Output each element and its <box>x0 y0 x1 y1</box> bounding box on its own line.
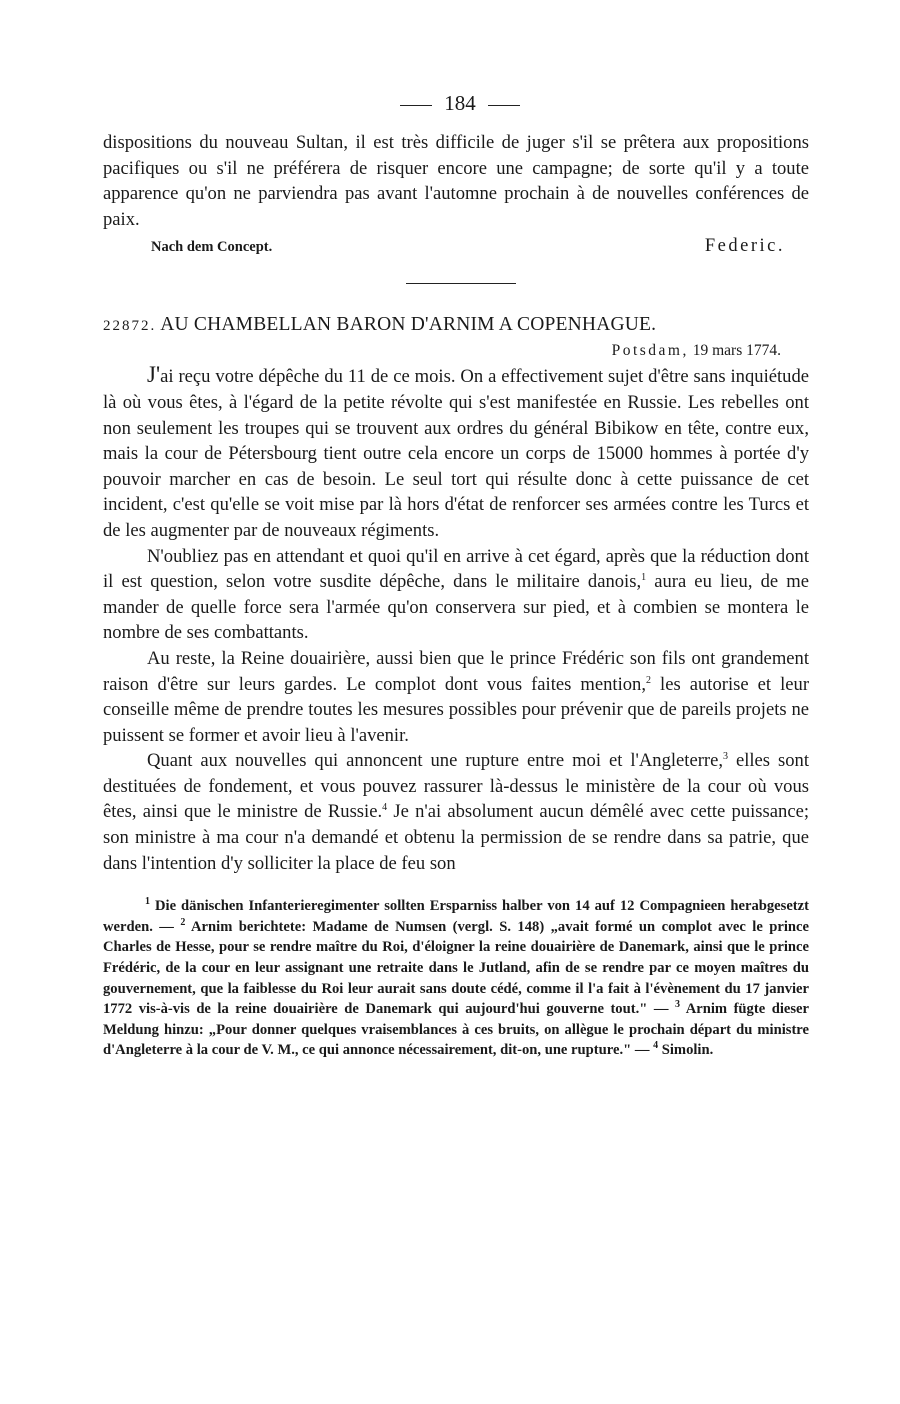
paragraph-4-text-a: Quant aux nouvelles qui annoncent une rupture entre moi et l'Angleterre, <box>147 750 724 772</box>
header-dash-right <box>488 105 520 106</box>
footnote-1-text: Die dänischen Infanterieregimenter sollten Ersparniss halber von 14 auf 12 Compagnieen herabgesetzt werden. — <box>103 898 809 935</box>
paragraph-2-text-b: aura eu lieu, de me mander de quelle force sera l'armée qu'on conservera sur pied, et à combien se montera le nombre de ses combattants. <box>103 571 809 644</box>
paragraph-4-text-c: Je n'ai absolument aucun démêlé avec cette puissance; son ministre à ma cour n'a demandé et obtenu la permission de se rendre dans sa patrie, que dans l'intention d'y solliciter la place de feu son <box>103 801 809 874</box>
letter-place: Potsdam, <box>611 342 689 360</box>
paragraph-4-text-b: elles sont destituées de fondement, et vous pouvez rassurer là-dessus le ministère de la cour où vous êtes, ainsi que le ministre de Russie. <box>103 750 810 823</box>
page-header <box>111 88 809 118</box>
section-divider <box>406 283 516 284</box>
letter-title: AU CHAMBELLAN BARON D'ARNIM A COPENHAGUE. <box>160 314 657 336</box>
paragraph-3-text-a: Au reste, la Reine douairière, aussi bien que le prince Frédéric son fils ont grandement raison d'être sur leurs gardes. Le complot dont vous faites mention, <box>103 647 809 695</box>
footnote-1-mark: 1 <box>145 896 150 908</box>
footnote-ref-3: 3 <box>723 751 729 763</box>
footnote-ref-2: 2 <box>646 674 651 686</box>
letter-paragraph-4 <box>103 748 809 876</box>
footnote-ref-1: 1 <box>641 571 647 583</box>
signature-row <box>103 236 809 257</box>
paragraph-3-text-b: les autorise et leur conseille même de prendre toutes les mesures possibles pour prévenir que de pareils projets ne puissent se former et avoir lieu à l'avenir. <box>103 673 810 746</box>
footnote-4-text: Simolin. <box>658 1042 714 1059</box>
footnotes-text <box>103 896 809 1061</box>
paragraph-2-text-a: N'oubliez pas en attendant et quoi qu'il en arrive à cet égard, après que la réduction dont il est question, selon votre susdite dépêche, dans le militaire danois, <box>103 545 809 593</box>
carryover-paragraph: dispositions du nouveau Sultan, il est très difficile de juger s'il se prêtera aux propositions pacifiques ou s'il ne préférera de risquer encore une campagne; de sorte qu'il y a toute apparence qu'on ne parviendra pas avant l'automne prochain à de nouvelles conférences de paix. <box>103 132 809 230</box>
letter-paragraph-2 <box>103 544 809 646</box>
letter-body <box>103 362 809 876</box>
letter-number: 22872. <box>103 318 157 335</box>
signer-name: Federic. <box>704 236 785 257</box>
footnote-3-text: Arnim fügte dieser Meldung hinzu: „Pour donner quelques vraisemblances à ces bruits, on allègue le prochain départ du ministre d'Angleterre à la cour de V. M., ce qui annonce nécessairement, dit-on, une rupture." — <box>103 1001 809 1059</box>
page-number: 184 <box>444 91 476 115</box>
place-date-line <box>103 342 809 360</box>
letter-paragraph-1: J'ai reçu votre dépêche du 11 de ce mois. On a effectivement sujet d'être sans inquiétude là où vous êtes, à l'égard de la petite révolte qui s'est manifestée en Russie. Les rebelles ont non seulement les troupes qui se trouvent aux ordres du général Bibikow en tête, contre eux, mais la cour de Pétersbourg tient outre cela encore un corps de 15000 hommes à portée d'y pouvoir marcher en cas de besoin. Le seul tort qui résulte donc à cette puissance de cet incident, c'est qu'elle se voit mise par là hors d'état de renforcer ses armées contre les Turcs et de les augmenter par de nouveaux régiments. <box>103 362 809 541</box>
letter-date: 19 mars 1774. <box>692 342 781 360</box>
footnote-2-mark: 2 <box>180 916 186 928</box>
footnote-4-mark: 4 <box>653 1040 659 1052</box>
footnotes-block <box>103 896 809 1061</box>
footnote-3-mark: 3 <box>674 999 680 1011</box>
source-note: Nach dem Concept. <box>151 239 273 256</box>
footnote-ref-4: 4 <box>382 802 388 814</box>
letter-paragraph-3 <box>103 646 809 748</box>
document-page <box>103 88 809 1061</box>
letter-heading <box>103 314 809 336</box>
footnote-2-text: Arnim berichtete: Madame de Numsen (vergl. S. 148) „avait formé un complot avec le prince Charles de Hesse, pour se rendre maître du Roi, d'éloigner la reine douairière de Danemark, ainsi que le prince Frédéric, de la cour en leur assignant une retraite dans le Jutland, afin de se rendre par ce moyen maîtres du gouvernement, que la faiblesse du Roi leur aurait sans doute cédé, comme il l'a fait à l'évènement du 17 janvier 1772 vis-à-vis de la reine douairière de Danemark qui aujourd'hui gouverne tout." — <box>103 918 809 1018</box>
header-dash-left <box>400 105 432 106</box>
